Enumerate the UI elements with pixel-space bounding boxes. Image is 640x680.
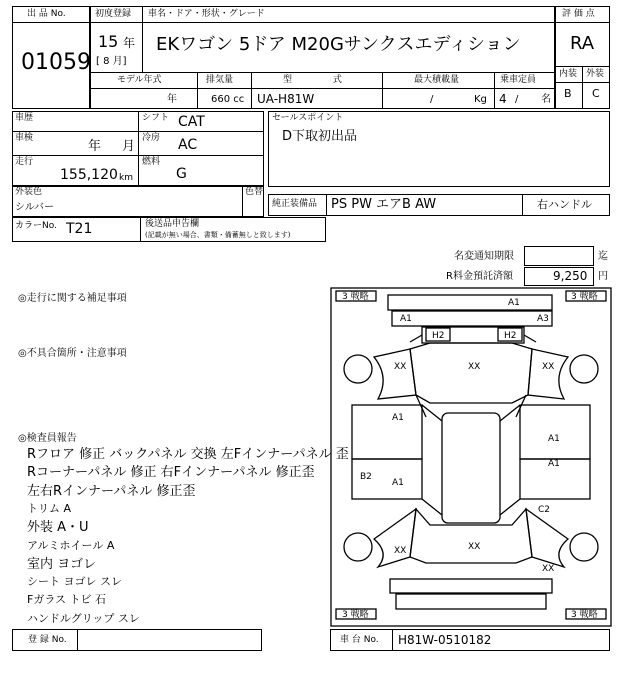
mark-a1-left-rear-door: A1 xyxy=(392,478,404,488)
registration-label: 登 録 No. xyxy=(28,635,67,645)
right-front-fender-outline xyxy=(528,349,568,399)
model-year-unit: 年 xyxy=(167,94,177,105)
mileage-label: 走行 xyxy=(15,157,34,167)
inspector-line: 室内 ヨゴレ xyxy=(27,557,97,572)
front-bumper-outline xyxy=(388,295,552,310)
inspector-line: シート ヨゴレ スレ xyxy=(27,575,122,588)
interior-label: 内装 xyxy=(559,69,578,79)
deadline-suffix: 迄 xyxy=(598,251,608,262)
displacement-value: 660 cc xyxy=(211,94,245,105)
first-registration-year: 15 xyxy=(98,32,119,51)
mark-b2: B2 xyxy=(360,472,372,482)
left-rear-fender-outline xyxy=(374,509,416,567)
recycle-value: 9,250 xyxy=(553,269,588,283)
interior-grade: B xyxy=(564,87,572,100)
wheel-rear-right xyxy=(570,533,598,561)
corner-label-tr: 3 戦略 xyxy=(571,292,598,302)
mark-h2-left: H2 xyxy=(432,331,445,341)
vehicle-name-label: 車名・ドア・形状・グレード xyxy=(148,9,265,19)
corner-label-br: 3 戦略 xyxy=(571,610,598,620)
lot-label: 出 品 No. xyxy=(27,9,66,19)
corner-label-bl: 3 戦略 xyxy=(342,610,369,620)
capacity-value: 4 xyxy=(499,92,507,106)
capacity-unit: 名 xyxy=(541,94,551,105)
inspector-line: 外装 A・U xyxy=(27,520,89,535)
sales-point-label: セールスポイント xyxy=(272,113,344,123)
rear-glass-outline xyxy=(390,579,552,593)
corner-label-tl: 3 戦略 xyxy=(342,292,369,302)
chassis-value: H81W-0510182 xyxy=(398,633,492,647)
mark-a1-right-door-1: A1 xyxy=(548,434,560,444)
mileage-unit: km xyxy=(119,173,133,183)
front-panel-outline xyxy=(392,311,552,326)
steering-value: 右ハンドル xyxy=(537,198,592,211)
model-type-header: 型 式 xyxy=(283,75,342,85)
max-load-header: 最大積載量 xyxy=(414,75,460,85)
model-type-value: UA-H81W xyxy=(257,92,315,106)
mark-xx-rear-left: XX xyxy=(394,546,407,556)
ext-color-value: シルバー xyxy=(15,202,55,213)
vehicle-title: EKワゴン 5ドア M20Gサンクスエディション xyxy=(156,34,521,55)
first-registration-year-unit: 年 xyxy=(123,36,136,50)
defects-label: ◎不具合箇所・注意事項 xyxy=(18,348,127,359)
inspector-line: 左右Rインナーパネル 修正歪 xyxy=(27,484,196,499)
first-registration-month: [ 8 月] xyxy=(96,56,127,67)
capacity-slash: / xyxy=(515,94,519,105)
color-change-label: 色替 xyxy=(245,187,264,197)
inspector-line: トリム A xyxy=(27,502,72,515)
deadline-value-box xyxy=(524,246,594,266)
inspector-line: ハンドルグリップ スレ xyxy=(27,612,140,625)
first-registration-label: 初度登録 xyxy=(95,9,132,19)
wheel-rear-left xyxy=(344,533,372,561)
rear-hatch-outline xyxy=(410,509,532,563)
inspector-report-label: ◎検査員報告 xyxy=(18,433,77,444)
mark-xx-hood: XX xyxy=(468,362,481,372)
inspector-line: アルミホイール A xyxy=(27,539,115,552)
chassis-label: 車 台 No. xyxy=(340,635,379,645)
wheel-front-left xyxy=(344,355,372,383)
equipment-value: PS PW エアB AW xyxy=(331,197,437,212)
equipment-label: 純正装備品 xyxy=(272,199,318,209)
recycle-label: R料金預託済額 xyxy=(446,271,513,282)
exterior-grade: C xyxy=(592,87,600,100)
deadline-label: 名変通知期限 xyxy=(454,251,514,262)
fuel-label: 燃料 xyxy=(142,157,161,167)
mileage-value: 155,120 xyxy=(60,167,118,183)
roof-outline xyxy=(442,413,500,523)
wheel-front-right xyxy=(570,355,598,383)
mark-h2-right: H2 xyxy=(504,331,517,341)
fuel-value: G xyxy=(176,166,187,182)
shift-label: シフト xyxy=(142,113,170,123)
max-load-slash: / xyxy=(430,94,434,105)
right-front-door-outline xyxy=(520,405,590,459)
color-no-value: T21 xyxy=(66,221,93,237)
sales-point-value: D下取初出品 xyxy=(282,129,358,144)
left-front-door-outline xyxy=(352,405,422,459)
rating-label: 評 価 点 xyxy=(562,9,595,19)
mark-xx-rear-right: XX xyxy=(542,564,555,574)
right-rear-fender-outline xyxy=(526,509,568,567)
recycle-unit: 円 xyxy=(598,271,608,282)
mark-xx-front-right: XX xyxy=(542,362,555,372)
ext-color-label: 外装色 xyxy=(15,187,43,197)
left-front-fender-outline xyxy=(374,349,416,399)
mark-a1-top: A1 xyxy=(508,298,520,308)
mark-c2: C2 xyxy=(538,505,551,515)
ac-value: AC xyxy=(178,137,198,153)
shift-value: CAT xyxy=(178,114,205,130)
inspector-line: Rコーナーパネル 修正 右Fインナーパネル 修正歪 xyxy=(27,465,315,480)
lot-number: 01059 xyxy=(21,50,91,75)
rear-bumper-outline xyxy=(396,594,546,609)
history-label: 車歴 xyxy=(15,113,34,123)
inspection-month: 月 xyxy=(122,139,136,154)
max-load-unit: Kg xyxy=(474,94,487,105)
inspector-line: Fガラス トビ 石 xyxy=(27,593,106,606)
docs-note: (記載が無い場合、書類・備蓄無しと致します) xyxy=(145,231,291,239)
capacity-header: 乗車定員 xyxy=(500,75,537,85)
displacement-header: 排気量 xyxy=(206,75,234,85)
hood-outline xyxy=(410,343,532,403)
mark-a1-right-door-2: A1 xyxy=(548,459,560,469)
inspection-label: 車検 xyxy=(15,133,34,143)
diagram-frame xyxy=(331,288,611,626)
car-damage-diagram xyxy=(330,287,612,628)
mark-a1-left-door: A1 xyxy=(392,413,404,423)
mark-a1-left: A1 xyxy=(400,314,412,324)
rating-value: RA xyxy=(570,33,595,54)
driving-notes-label: ◎走行に関する補足事項 xyxy=(18,293,127,304)
color-no-label: カラーNo. xyxy=(15,221,57,231)
mark-xx-trunk: XX xyxy=(468,542,481,552)
mark-xx-front-left: XX xyxy=(394,362,407,372)
docs-label: 後送品申告欄 xyxy=(145,219,200,229)
exterior-label: 外装 xyxy=(586,69,605,79)
inspector-line: Rフロア 修正 バックパネル 交換 左Fインナーパネル 歪 xyxy=(27,447,349,462)
mark-a3: A3 xyxy=(537,314,549,324)
ac-label: 冷房 xyxy=(142,133,161,143)
model-year-header: モデル年式 xyxy=(117,75,162,85)
inspection-year: 年 xyxy=(88,139,102,154)
